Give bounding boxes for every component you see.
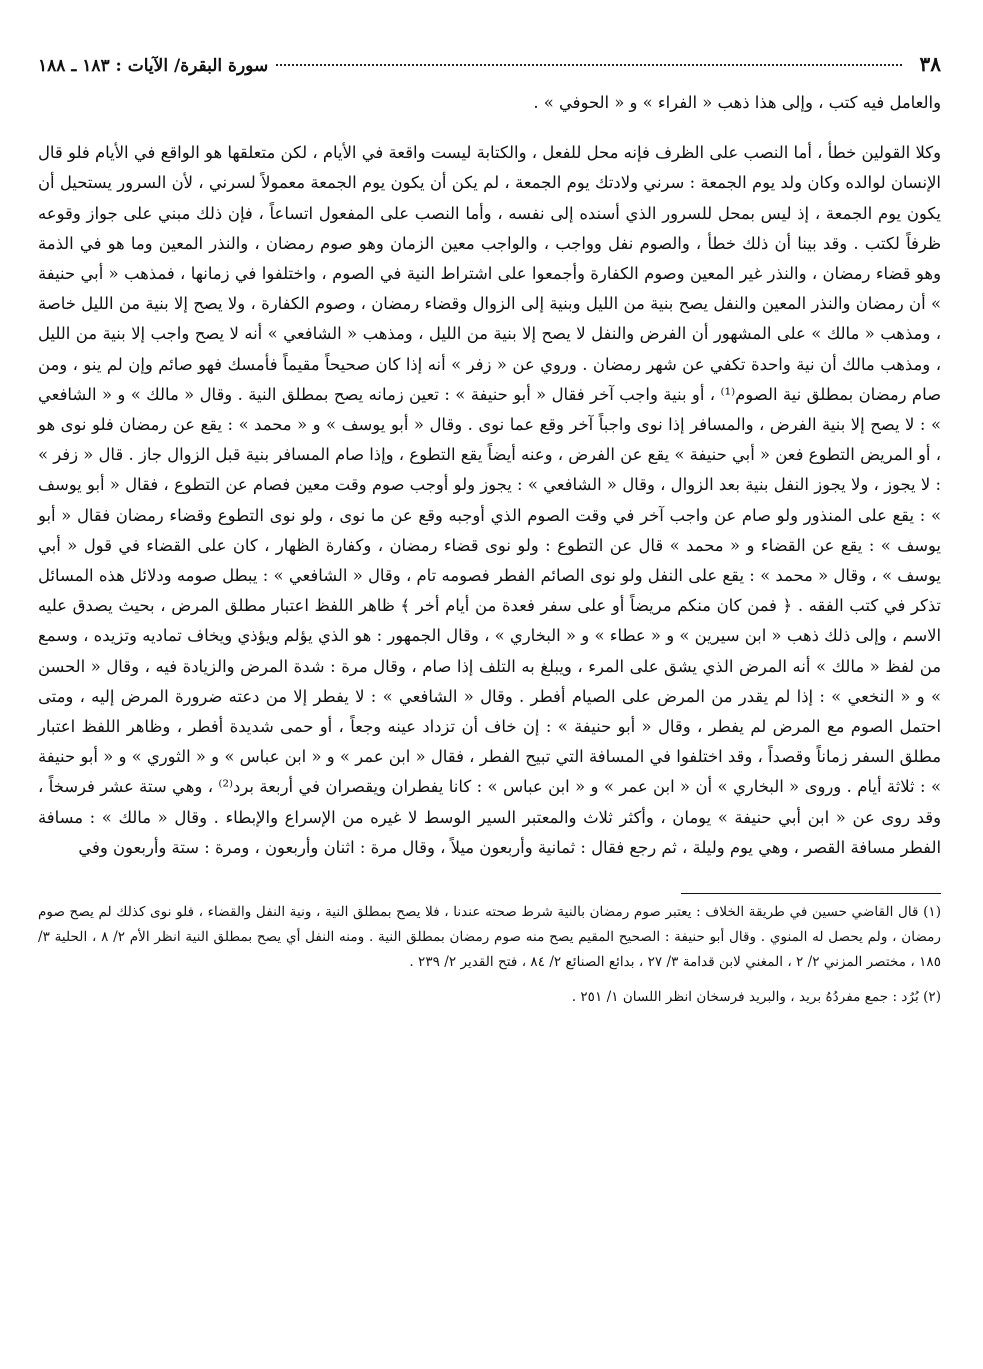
footnote-text: قال القاضي حسين في طريقة الخلاف : يعتبر صوم رمضان بالنية شرط صحته عندنا ، فلا يصح بمطلق النية ، ونية النفل والقضاء ، فلو نوى كذلك لم يصح صوم رمضان ، ولم يحصل له المنوي . وقال أبو حنيفة : الصحيح المقيم يصح منه صوم رمضان بمطلق النية . ومنه النفل أي يصح بمطلق النية انظر الأم ٢/ ٨ ، الحلية ٣/ ١٨٥ ، مختصر المزني ٢/ ٢ ، المغني لابن قدامة ٣/ ٢٧ ، بدائع الصنائع ٢/ ٨٤ ، فتح القدير ٢/ ٢٣٩ . (38, 904, 941, 971)
footnote (38, 900, 941, 975)
footnote-separator (681, 893, 941, 894)
paragraph: والعامل فيه كتب ، وإلى هذا ذهب « الفراء » و « الحوفي » . (533, 93, 941, 112)
footnote-number: (٢) (923, 989, 941, 1006)
page-number: ٣٨ (919, 52, 941, 76)
footnotes (38, 900, 941, 1010)
footnote-text: بُرُد : جمع مفردُهُ بريد ، والبريد فرسخان انظر اللسان ١/ ٢٥١ . (571, 989, 919, 1006)
footnote (38, 985, 941, 1010)
paragraph: وكلا القولين خطأ ، أما النصب على الظرف فإنه محل للفعل ، والكتابة ليست واقعة في الأيام ، لكن متعلقها هو الواقع في الأيام فلو قال الإنسان لوالده وكان ولد يوم الجمعة : سرني ولادتك يوم الجمعة ، لم يكن أن يكون يوم الجمعة معمولاً لسرني ، لأن السرور يستحيل أن يكون يوم الجمعة ، إذ ليس بمحل للسرور الذي أسنده إلى نفسه ، وأما النصب على المفعول اتساعاً ، فإن ذلك مبني على جواز وقوعه ظرفاً لكتب . وقد بينا أن ذلك خطأ ، والصوم نفل وواجب ، والواجب معين الزمان وهو صوم رمضان ، والنذر المعين وما هو في الذمة وهو قضاء رمضان ، والنذر غير المعين وصوم الكفارة وأجمعوا على اشتراط النية في الصوم ، واختلفوا في زمانها ، فمذهب « أبي حنيفة » أن رمضان والنذر المعين والنفل يصح بنية من الليل وبنية إلى الزوال وقضاء رمضان ، وصوم الكفارة ، ولا يصح إلا بنية من الليل خاصة ، ومذهب « مالك » على المشهور أن الفرض والنفل لا يصح إلا بنية من الليل ، ومذهب « الشافعي » أنه لا يصح واجب إلا بنية من الليل ، ومذهب مالك أن نية واحدة تكفي عن شهر رمضان . وروي عن « زفر » أنه إذا كان صحيحاً مقيماً فأمسك فهو صائم وإن لم ينو ، ومن صام رمضان بمطلق نية الصوم⁽¹⁾ ، أو بنية واجب آخر فقال « أبو حنيفة » : تعين زمانه يصح بمطلق النية . وقال « مالك » و « الشافعي » : لا يصح إلا بنية الفرض ، والمسافر إذا نوى واجباً آخر وقع عما نوى . وقال « أبو يوسف » و « محمد » : يقع عن رمضان فلو نوى هو ، أو المريض التطوع فعن « أبي حنيفة » يقع عن الفرض ، وعنه أيضاً يقع التطوع ، وإذا صام المسافر بنية قبل الزوال جاز . قال « زفر » : لا يجوز ، ولا يجوز النفل بنية بعد الزوال ، وقال « الشافعي » : يجوز ولو أوجب صوم وقت معين فصام عن التطوع ، فقال « أبو يوسف » : يقع على المنذور ولو صام عن واجب آخر في وقت الصوم الذي أوجبه وقع عن ما نوى ، ولو نوى التطوع وقضاء رمضان فقال « أبو يوسف » : يقع عن القضاء و « محمد » قال عن التطوع : ولو نوى قضاء رمضان ، وكفارة الظهار ، كان على القضاء في قول « أبي يوسف » ، وقال « محمد » : يقع على النفل ولو نوى الصائم الفطر فصومه تام ، وقال « الشافعي » : يبطل صومه ودلائل هذه المسائل تذكر في كتب الفقه . ﴿ فمن كان منكم مريضاً أو على سفر فعدة من أيام أخر ﴾ ظاهر اللفظ اعتبار مطلق المرض ، بحيث يصدق عليه الاسم ، وإلى ذلك ذهب « ابن سيرين » و « عطاء » و « البخاري » ، وقال الجمهور : هو الذي يؤلم ويؤذي ويخاف تماديه وتزيده ، وسمع من لفظ « مالك » أنه المرض الذي يشق على المرء ، ويبلغ به التلف إذا صام ، وقال مرة : شدة المرض والزيادة فيه ، وقال « الحسن » و « النخعي » : إذا لم يقدر من المرض على الصيام أفطر . وقال « الشافعي » : لا يفطر إلا من دعته ضرورة المرض إليه ، ومتى احتمل الصوم مع المرض لم يفطر ، وقال « أبو حنيفة » : إن خاف أن تزداد عينه وجعاً ، أو حمى شديدة أفطر ، وظاهر اللفظ اعتبار مطلق السفر زماناً وقصداً ، وقد اختلفوا في المسافة التي تبيح الفطر ، فقال « ابن عمر » و « ابن عباس » و « الثوري » و « أبو حنيفة » : ثلاثة أيام . وروى « البخاري » أن « ابن عمر » و « ابن عباس » : كانا يفطران ويقصران في أربعة برد⁽²⁾ ، وهي ستة عشر فرسخاً ، وقد روى عن « ابن أبي حنيفة » يومان ، وأكثر ثلاث والمعتبر السير الوسط لا غيره من الإسراع والإبطاء . وقال « مالك » : مسافة الفطر مسافة القصر ، وهي يوم وليلة ، ثم رجع فقال : ثمانية وأربعون ميلاً ، وقال مرة : اثنان وأربعون ، ومرة : ستة وأربعون وفي (38, 143, 941, 857)
main-text (38, 88, 941, 863)
running-title: سورة البقرة/ الآيات : ١٨٣ ـ ١٨٨ (38, 56, 269, 76)
page-header (38, 52, 941, 82)
header-dotted-leader (276, 64, 901, 66)
footnote-number: (١) (923, 904, 941, 921)
